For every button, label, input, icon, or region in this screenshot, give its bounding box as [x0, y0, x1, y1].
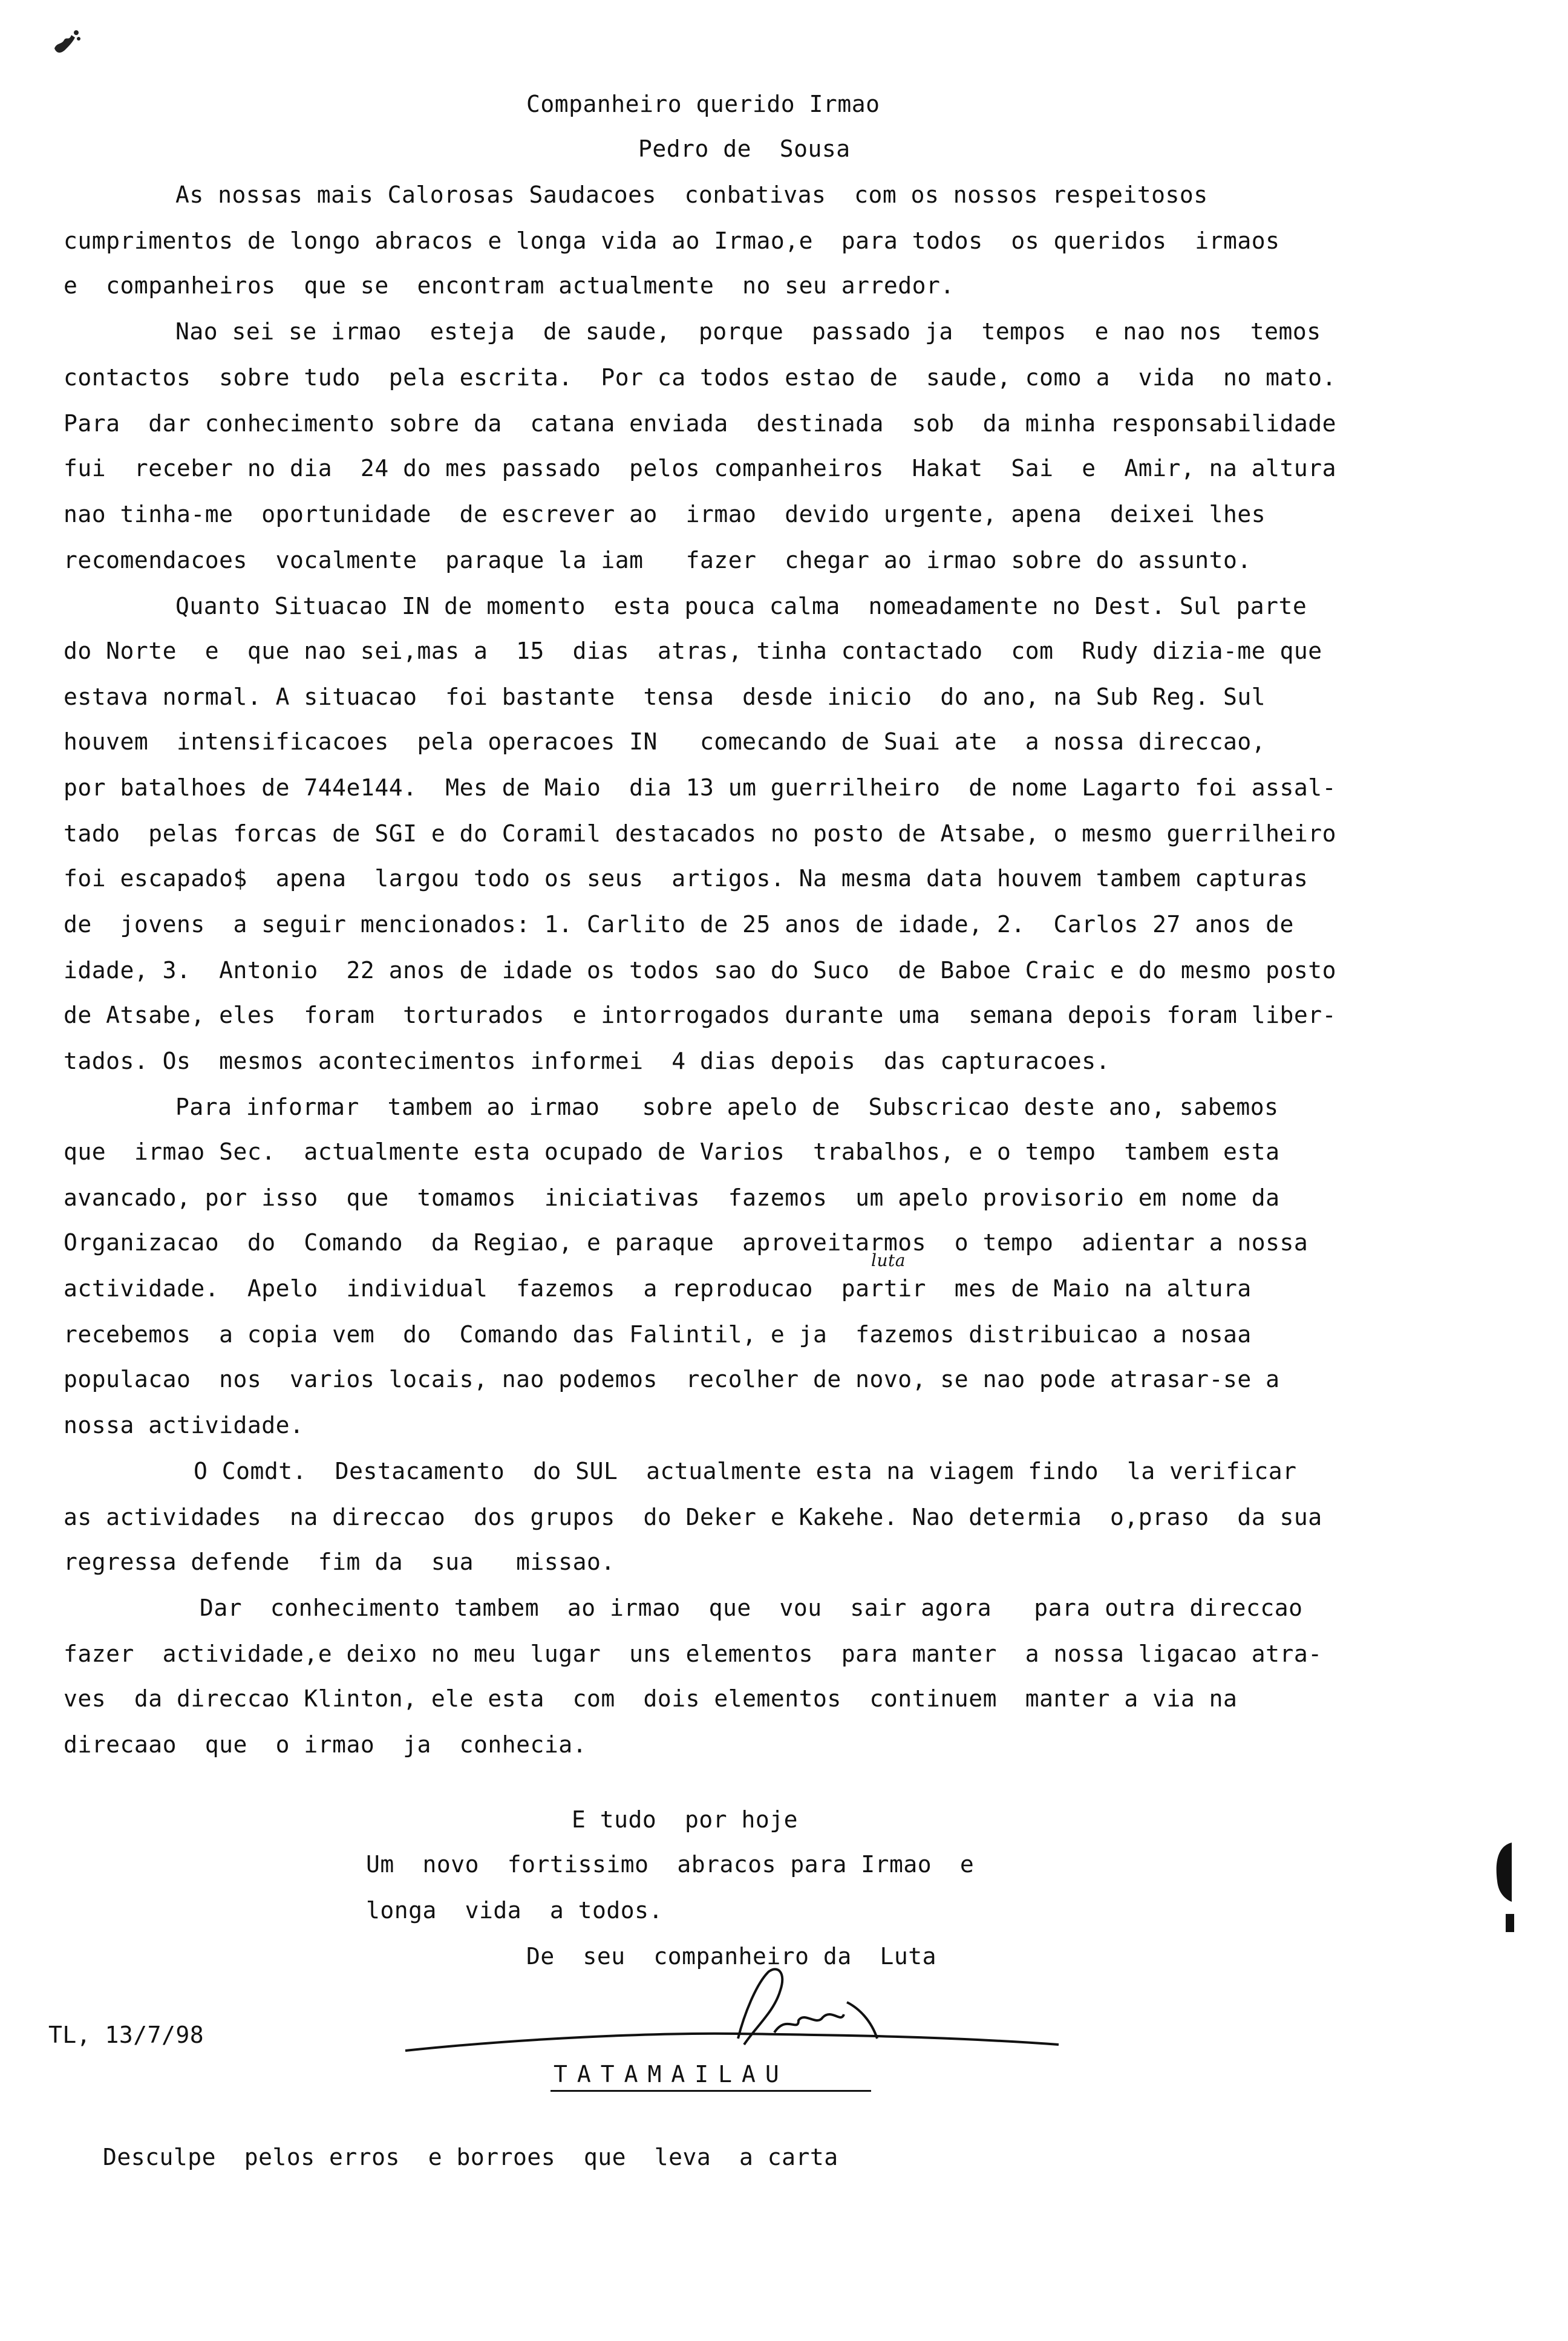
paragraph-3-line-11: tados. Os mesmos acontecimentos informei 4 dias depois das capturacoes.	[64, 1048, 1110, 1074]
paragraph-2-line-5: nao tinha-me oportunidade de escrever ao irmao devido urgente, apena deixei lhes	[64, 501, 1266, 527]
paragraph-3-line-6: tado pelas forcas de SGI e do Coramil destacados no posto de Atsabe, o mesmo guerrilheiro	[64, 820, 1337, 847]
paragraph-1-line-1: As nossas mais Calorosas Saudacoes conbativas com os nossos respeitosos	[175, 181, 1208, 208]
place-date: TL, 13/7/98	[48, 2022, 204, 2048]
closing-line-3: longa vida a todos.	[366, 1897, 663, 1924]
paragraph-2-line-4: fui receber no dia 24 do mes passado pelos companheiros Hakat Sai e Amir, na altura	[64, 455, 1337, 482]
paragraph-3-line-8: de jovens a seguir mencionados: 1. Carlito de 25 anos de idade, 2. Carlos 27 anos de	[64, 911, 1294, 938]
paragraph-6-line-3: ves da direccao Klinton, ele esta com dois elementos continuem manter a via na	[64, 1685, 1238, 1712]
paragraph-2-line-6: recomendacoes vocalmente paraque la iam fazer chegar ao irmao sobre do assunto.	[64, 547, 1252, 573]
paragraph-4-line-6: recebemos a copia vem do Comando das Falintil, e ja fazemos distribuicao a nosaa	[64, 1321, 1252, 1348]
margin-bracket-mark	[1491, 1839, 1515, 1936]
paragraph-6-line-1: Dar conhecimento tambem ao irmao que vou sair agora para outra direccao	[200, 1595, 1303, 1621]
closing-line-1: E tudo por hoje	[572, 1806, 799, 1833]
closing-line-2: Um novo fortissimo abracos para Irmao e	[366, 1851, 975, 1878]
paragraph-1-line-3: e companheiros que se encontram actualmente no seu arredor.	[64, 272, 955, 299]
paragraph-3-line-5: por batalhoes de 744e144. Mes de Maio dia 13 um guerrilheiro de nome Lagarto foi assal-	[64, 774, 1337, 801]
interlinear-handwritten-note: luta	[871, 1250, 906, 1270]
handwritten-signature	[399, 1954, 1065, 2075]
paragraph-1-line-2: cumprimentos de longo abracos e longa vida ao Irmao,e para todos os queridos irmaos	[64, 227, 1280, 254]
paragraph-3-line-3: estava normal. A situacao foi bastante tensa desde inicio do ano, na Sub Reg. Sul	[64, 684, 1266, 710]
paragraph-3-line-7: foi escapado$ apena largou todo os seus artigos. Na mesma data houvem tambem capturas	[64, 865, 1308, 892]
paragraph-4-line-4: Organizacao do Comando da Regiao, e paraque aproveitarmos o tempo adientar a nossa	[64, 1229, 1308, 1256]
paragraph-4-line-8: nossa actividade.	[64, 1412, 304, 1438]
paragraph-3-line-4: houvem intensificacoes pela operacoes IN comecando de Suai ate a nossa direccao,	[64, 728, 1266, 755]
paragraph-5-line-3: regressa defende fim da sua missao.	[64, 1549, 615, 1575]
paragraph-5-line-1: O Comdt. Destacamento do SUL actualmente esta na viagem findo la verificar	[194, 1458, 1297, 1484]
paragraph-3-line-9: idade, 3. Antonio 22 anos de idade os todos sao do Suco de Baboe Craic e do mesmo posto	[64, 957, 1337, 984]
signature-underline	[550, 2090, 871, 2092]
closing-line-4: De seu companheiro da Luta	[526, 1943, 936, 1970]
paragraph-2-line-3: Para dar conhecimento sobre da catana enviada destinada sob da minha responsabilidade	[64, 410, 1337, 437]
paragraph-3-line-1: Quanto Situacao IN de momento esta pouca calma nomeadamente no Dest. Sul parte	[175, 593, 1307, 619]
paragraph-3-line-2: do Norte e que nao sei,mas a 15 dias atras, tinha contactado com Rudy dizia-me que	[64, 638, 1322, 664]
paragraph-4-line-3: avancado, por isso que tomamos iniciativas fazemos um apelo provisorio em nome da	[64, 1184, 1280, 1211]
paragraph-4-line-5: actividade. Apelo individual fazemos a reproducao partir mes de Maio na altura	[64, 1275, 1252, 1302]
salutation-line-1: Companheiro querido Irmao	[526, 91, 880, 117]
postscript: Desculpe pelos erros e borroes que leva a carta	[103, 2144, 838, 2170]
paragraph-3-line-10: de Atsabe, eles foram torturados e intorrogados durante uma semana depois foram liber-	[64, 1002, 1337, 1028]
paragraph-5-line-2: as actividades na direccao dos grupos do Deker e Kakehe. Nao determia o,praso da sua	[64, 1504, 1322, 1530]
paragraph-2-line-2: contactos sobre tudo pela escrita. Por ca todos estao de saude, como a vida no mato.	[64, 364, 1337, 391]
paragraph-6-line-2: fazer actividade,e deixo no meu lugar uns elementos para manter a nossa ligacao atra-	[64, 1641, 1322, 1667]
paragraph-4-line-2: que irmao Sec. actualmente esta ocupado de Varios trabalhos, e o tempo tambem esta	[64, 1138, 1280, 1165]
ink-blot-icon	[48, 24, 85, 60]
paragraph-2-line-1: Nao sei se irmao esteja de saude, porque passado ja tempos e nao nos temos	[175, 318, 1321, 345]
paragraph-4-line-7: populacao nos varios locais, nao podemos recolher de novo, se nao pode atrasar-se a	[64, 1366, 1280, 1393]
paragraph-6-line-4: direcaao que o irmao ja conhecia.	[64, 1731, 587, 1758]
salutation-line-2: Pedro de Sousa	[638, 135, 851, 162]
signature-name: TATAMAILAU	[554, 2061, 789, 2088]
paragraph-4-line-1: Para informar tambem ao irmao sobre apelo de Subscricao deste ano, sabemos	[175, 1094, 1279, 1120]
